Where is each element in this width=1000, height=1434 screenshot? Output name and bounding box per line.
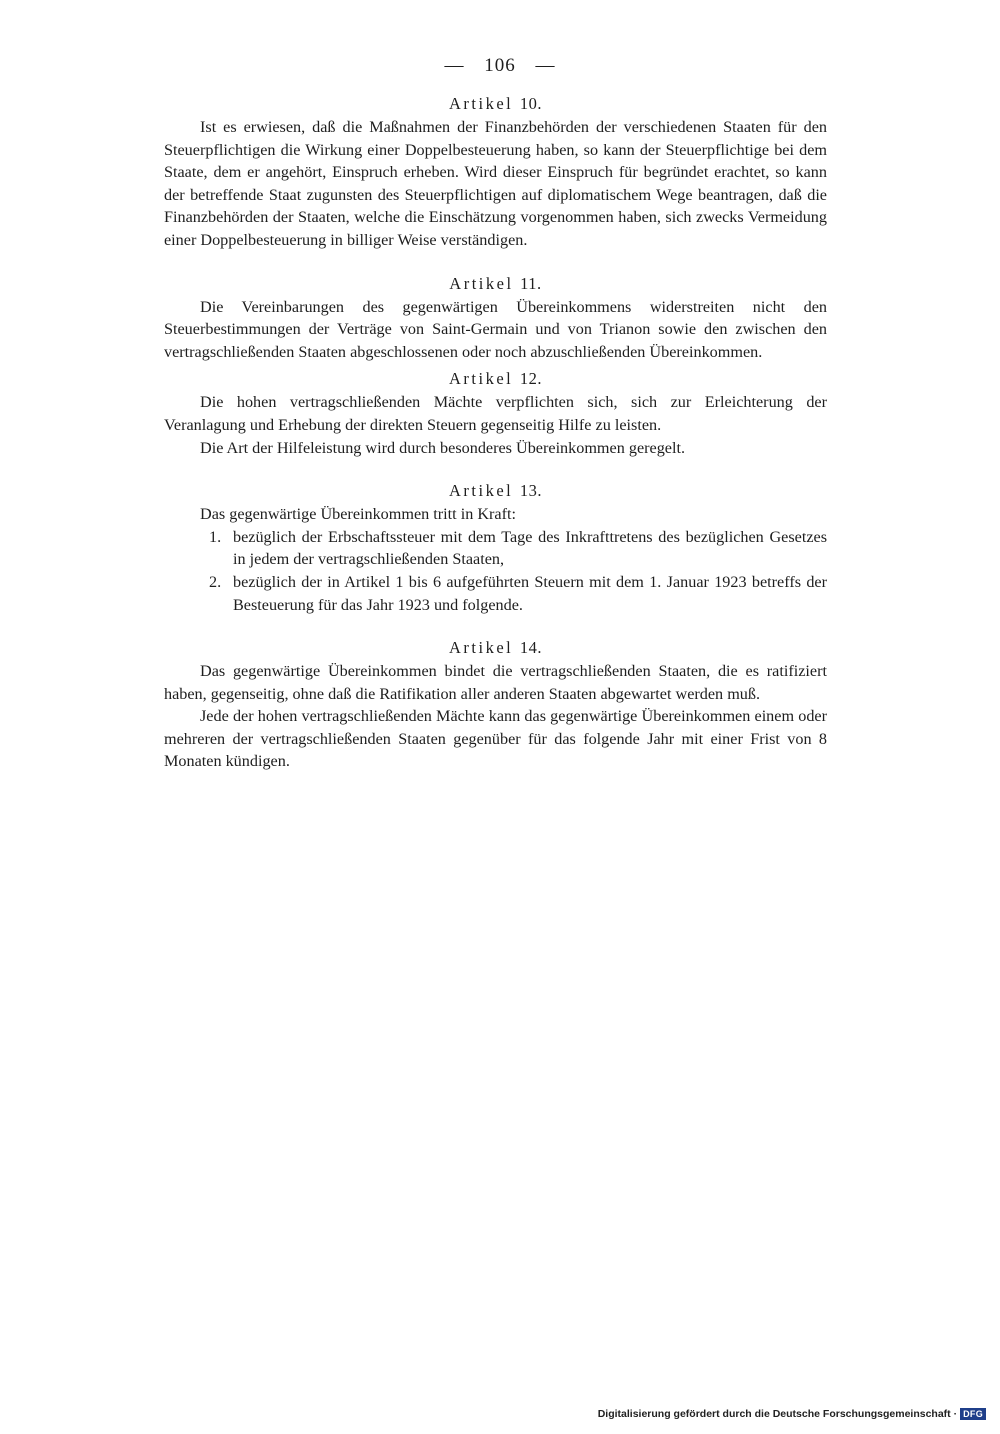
article-14: [164, 636, 827, 773]
list-item: [164, 571, 827, 616]
footer-text: Digitalisierung gefördert durch die Deutsche Forschungsgemeinschaft ·: [597, 1408, 958, 1420]
article-13: [164, 479, 827, 616]
list-item-text: bezüglich der in Artikel 1 bis 6 aufgeführten Steuern mit dem 1. Januar 1923 betreffs der Besteuerung für das Jahr 1923 und folgende.: [233, 572, 827, 614]
paragraph: Ist es erwiesen, daß die Maßnahmen der Finanzbehörden der verschiedenen Staaten für den Steuerpflichtigen die Wirkung einer Doppelbesteuerung haben, so kann der Steuerpflichtige bei dem Staate, dem er angehört, Einspruch erheben. Wird dieser Einspruch für begründet erachtet, so kann der betreffende Staat zugunsten des Steuerpflichtigen auf diplomatischem Wege beantragen, daß die Finanzbehörden der Staaten, welche die Einschätzung vorgenommen haben, sich zwecks Vermeidung einer Doppelbesteuerung in billiger Weise verständigen.: [164, 118, 827, 249]
article-11: [164, 272, 827, 364]
article-12: [164, 367, 827, 459]
list-item: [164, 526, 827, 571]
article-heading: Artikel 13.: [449, 481, 542, 501]
list-item-text: bezüglich der Erbschaftssteuer mit dem Tage des Inkrafttretens des bezüglichen Gesetzes in jedem der vertragschließenden Staaten,: [233, 527, 827, 569]
paragraph: Das gegenwärtige Übereinkommen bindet die vertragschließenden Staaten, die es ratifiziert haben, gegenseitig, ohne daß die Ratifikation aller anderen Staaten abgewartet werden muß.: [164, 662, 827, 703]
article-heading: Artikel 11.: [449, 273, 542, 293]
dash-right: —: [535, 55, 556, 76]
dash-left: —: [444, 55, 465, 76]
article-10: [164, 92, 827, 252]
paragraph: Jede der hohen vertragschließenden Mächte kann das gegenwärtige Übereinkommen einem oder mehreren der vertragschließenden Staaten gegenüber für das folgende Jahr mit einer Frist von 8 Monaten kündigen.: [164, 707, 827, 771]
article-heading: Artikel 12.: [449, 369, 542, 389]
article-heading: Artikel 10.: [449, 94, 542, 113]
article-heading: Artikel 14.: [449, 638, 542, 658]
list-marker: 1.: [209, 527, 222, 546]
paragraph: Die Vereinbarungen des gegenwärtigen Übereinkommens widerstreiten nicht den Steuerbestimmungen der Verträge von Saint-Germain und von Trianon sowie den zwischen den vertragschließenden Staaten abgeschlossenen oder noch abzuschließenden Übereinkommen.: [164, 297, 827, 361]
dfg-logo-icon: DFG: [960, 1408, 986, 1420]
page-number: [0, 55, 1000, 77]
page-number-text: 106: [484, 55, 516, 76]
list-marker: 2.: [209, 572, 222, 591]
paragraph: Die hohen vertragschließenden Mächte verpflichten sich, sich zur Erleichterung der Veranlagung und Erhebung der direkten Steuern gegenseitig Hilfe zu leisten.: [164, 393, 827, 434]
paragraph: Die Art der Hilfeleistung wird durch besonderes Übereinkommen geregelt.: [200, 438, 686, 457]
paragraph: Das gegenwärtige Übereinkommen tritt in Kraft:: [200, 505, 517, 524]
document-body: [164, 92, 827, 773]
digitization-footer: [598, 1408, 986, 1420]
